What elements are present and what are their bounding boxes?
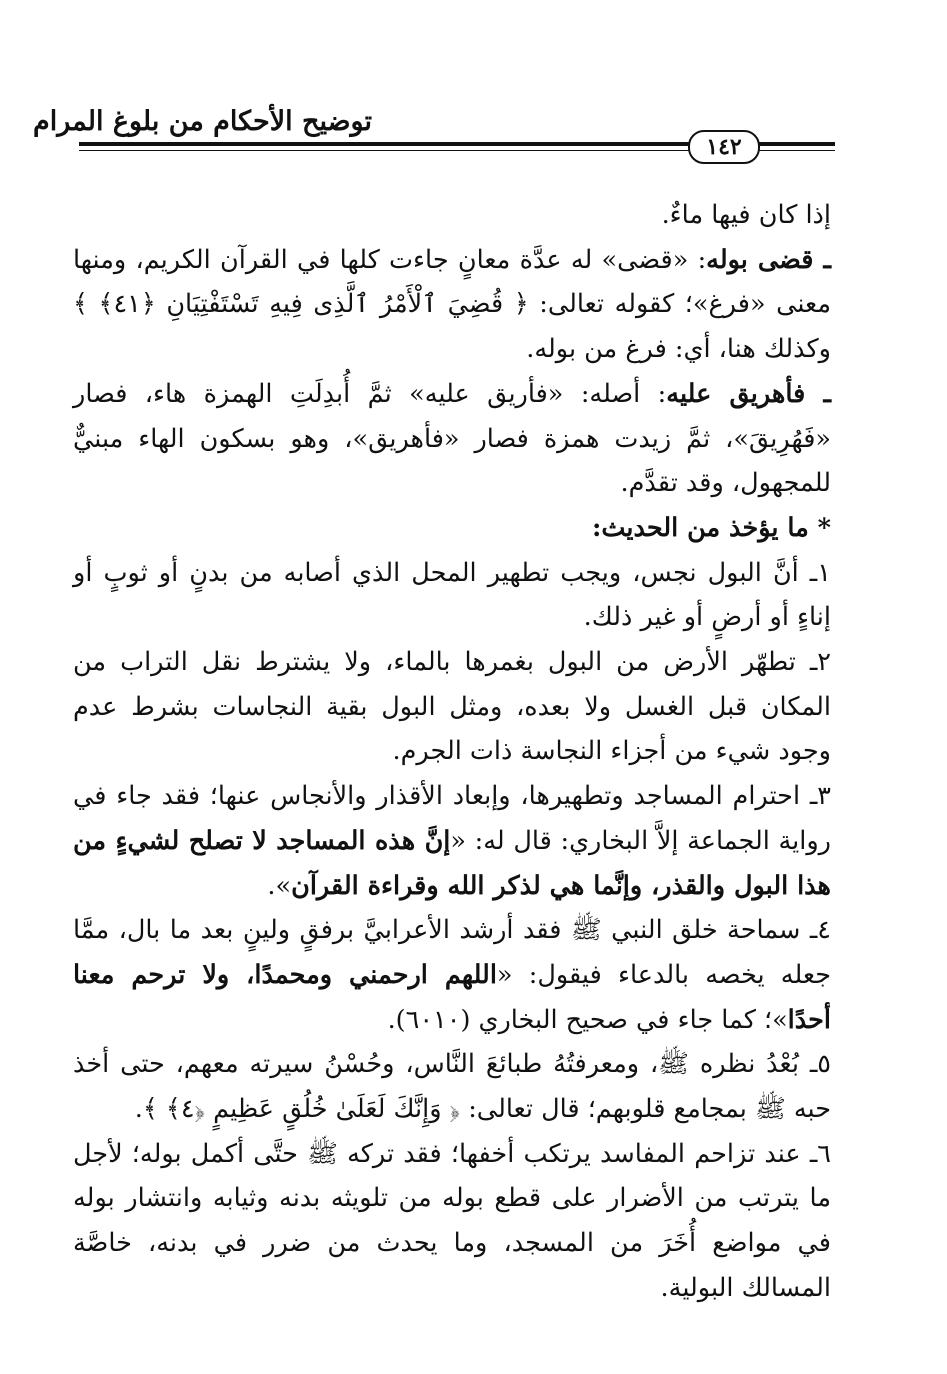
section-heading: * ما يؤخذ من الحديث: [591,512,831,543]
book-title: توضيح الأحكام من بلوغ المرام [33,106,372,137]
point-text: ٣ـ احترام المساجد وتطهيرها، وإبعاد الأقذار والأنجاس عنها؛ فقد جاء في رواية الجماعة إلاَّ البخاري: قال له: « [73,781,831,856]
point-text: »؛ كما جاء في صحيح البخاري (٦٠١٠). [387,1004,788,1035]
paragraph-continuation: إذا كان فيها ماءٌ. [661,200,831,230]
point-text: ». [267,870,292,901]
vocab-fa-uhriqa [73,372,831,506]
page-number: ١٤٢ [688,130,760,164]
lesson-point-3 [73,774,831,908]
vocab-term: ـ قضى بوله [706,244,831,275]
hadith-quote: اللهم ارحمني ومحمدًا، ولا ترحم معنا أحدًا [73,959,831,1035]
hadith-quote: إنَّ هذه المساجد لا تصلح لشيءٍ من هذا البول والقذر، وإنَّما هي لذكر الله وقراءة القرآن [73,825,831,901]
lesson-point-1: ١ـ أنَّ البول نجس، ويجب تطهير المحل الذي أصابه من بدنٍ أو ثوبٍ أو إناءٍ أو أرضٍ أو غير ذلك. [73,557,831,633]
lesson-point-5: ٥ـ بُعْدُ نظره ﷺ، ومعرفتُهُ طبائعَ النَّاس، وحُسْنُ سيرته معهم، حتى أخذ حبه ﷺ بمجامع قلوبهم؛ قال تعالى: ﴿ وَإِنَّكَ لَعَلَىٰ خُلُقٍ عَظِيمٍ ﴿٤﴾ ﴾. [73,1049,831,1125]
lesson-point-6: ٦ـ عند تزاحم المفاسد يرتكب أخفها؛ فقد تركه ﷺ حتَّى أكمل بوله؛ لأجل ما يترتب من الأضرار على قطع بوله من تلويثه بدنه وثيابه وانتشار بوله في مواضع أُخَرَ من المسجد، وما يحدث من ضرر في بدنه، خاصَّة المسالك البولية. [73,1138,831,1303]
point-text: ٤ـ سماحة خلق النبي ﷺ فقد أرشد الأعرابيَّ برفقٍ ولينٍ بعد ما بال، ممَّا جعله يخصه بالدعاء فيقول: « [73,915,831,990]
vocab-qada-bawlahu [73,238,831,372]
vocab-definition: : أصله: «فأريق عليه» ثمَّ أُبدِلَتِ الهمزة هاء، فصار «فَهُرِيقَ»، ثمَّ زيدت همزة فصار «فأهريق»، وهو بسكون الهاء مبنيٌّ للمجهول، وقد تقدَّم. [73,378,831,499]
lesson-point-4 [73,908,831,1042]
lesson-point-2: ٢ـ تطهّر الأرض من البول بغمرها بالماء، ولا يشترط نقل التراب من المكان قبل الغسل ولا بعده، ومثل البول بقية النجاسات بشرط عدم وجود شيء من أجزاء النجاسة ذات الجرم. [73,647,831,767]
page-text [73,193,831,1311]
vocab-term: ـ فأهريق عليه [666,378,831,409]
vocab-definition: : «قضى» له عدَّة معانٍ جاءت كلها في القرآن الكريم، ومنها معنى «فرغ»؛ كقوله تعالى: ﴿ قُضِيَ ٱلْأَمْرُ ٱلَّذِى فِيهِ تَسْتَفْتِيَانِ ﴿٤١﴾ ﴾ وكذلك هنا، أي: فرغ من بوله. [73,244,831,365]
